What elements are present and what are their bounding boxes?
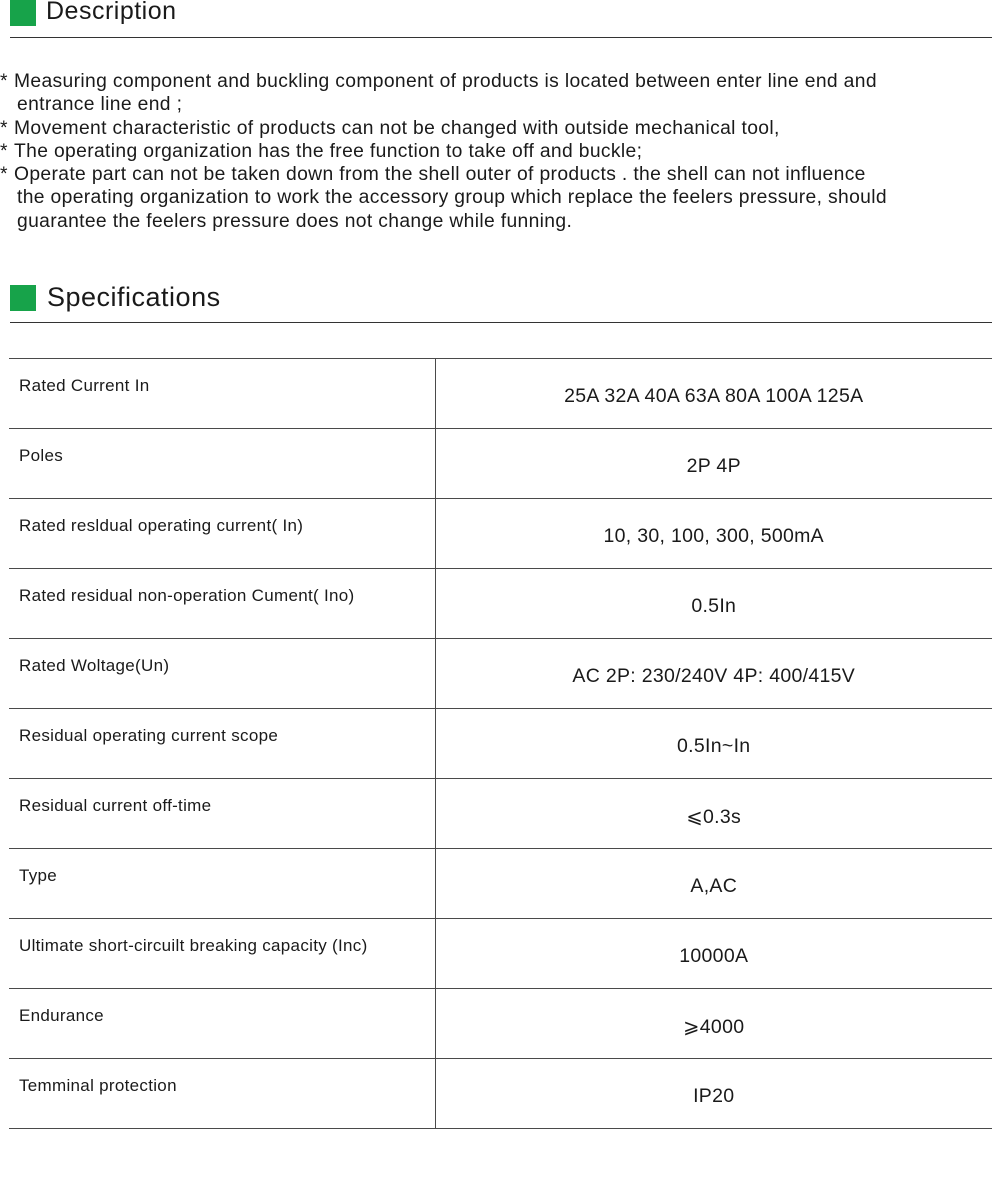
- spec-value: 10000A: [435, 919, 992, 989]
- spec-value: ⩾4000: [435, 989, 992, 1059]
- description-item: [0, 140, 1000, 163]
- bullet-asterisk: *: [0, 71, 8, 92]
- description-list: [0, 70, 1000, 233]
- description-line: entrance line end ;: [17, 94, 183, 116]
- spec-value: IP20: [435, 1059, 992, 1129]
- spec-label: Poles: [9, 429, 435, 499]
- spec-value: 2P 4P: [435, 429, 992, 499]
- table-row: [9, 709, 992, 779]
- specifications-table: [9, 358, 992, 1129]
- spec-label: Rated residual non-operation Cument( Ino): [9, 569, 435, 639]
- spec-value: 0.5In~In: [435, 709, 992, 779]
- spec-value: A,AC: [435, 849, 992, 919]
- spec-value: 0.5In: [435, 569, 992, 639]
- spec-label: Ultimate short-circuilt breaking capacity (Inc): [9, 919, 435, 989]
- specifications-title: Specifications: [47, 282, 221, 312]
- table-row: [9, 779, 992, 849]
- spec-value: ⩽0.3s: [435, 779, 992, 849]
- table-row: [9, 359, 992, 429]
- table-row: [9, 499, 992, 569]
- spec-label: Temminal protection: [9, 1059, 435, 1129]
- spec-value: AC 2P: 230/240V 4P: 400/415V: [435, 639, 992, 709]
- table-row: [9, 919, 992, 989]
- bullet-asterisk: *: [0, 140, 8, 162]
- spec-label: Rated Woltage(Un): [9, 639, 435, 709]
- table-row: [9, 429, 992, 499]
- spec-value: 10, 30, 100, 300, 500mA: [435, 499, 992, 569]
- description-line: Operate part can not be taken down from the shell outer of products . the shell can not influence: [14, 164, 866, 186]
- table-row: [9, 989, 992, 1059]
- description-item: [0, 70, 1000, 117]
- specifications-heading: [10, 283, 992, 323]
- description-title: Description: [46, 0, 177, 25]
- description-line: the operating organization to work the accessory group which replace the feelers pressure, should: [17, 187, 887, 209]
- green-square-icon: [10, 285, 36, 311]
- table-row: [9, 639, 992, 709]
- table-row: [9, 849, 992, 919]
- description-heading: [10, 0, 992, 38]
- description-line: Movement characteristic of products can not be changed with outside mechanical tool,: [14, 117, 780, 139]
- spec-label: Residual current off-time: [9, 779, 435, 849]
- bullet-asterisk: *: [0, 117, 8, 139]
- spec-label: Endurance: [9, 989, 435, 1059]
- description-item: [0, 117, 1000, 140]
- description-item: [0, 163, 1000, 233]
- spec-label: Type: [9, 849, 435, 919]
- spec-label: Residual operating current scope: [9, 709, 435, 779]
- description-line: guarantee the feelers pressure does not change while funning.: [17, 210, 573, 232]
- spec-label: Rated Current In: [9, 359, 435, 429]
- bullet-asterisk: *: [0, 164, 8, 186]
- description-line: Measuring component and buckling component of products is located between enter line end and: [14, 71, 877, 92]
- spec-value: 25A 32A 40A 63A 80A 100A 125A: [435, 359, 992, 429]
- green-square-icon: [10, 0, 36, 26]
- description-line: The operating organization has the free function to take off and buckle;: [14, 140, 643, 162]
- table-row: [9, 569, 992, 639]
- spec-label: Rated resldual operating current( In): [9, 499, 435, 569]
- table-row: [9, 1059, 992, 1129]
